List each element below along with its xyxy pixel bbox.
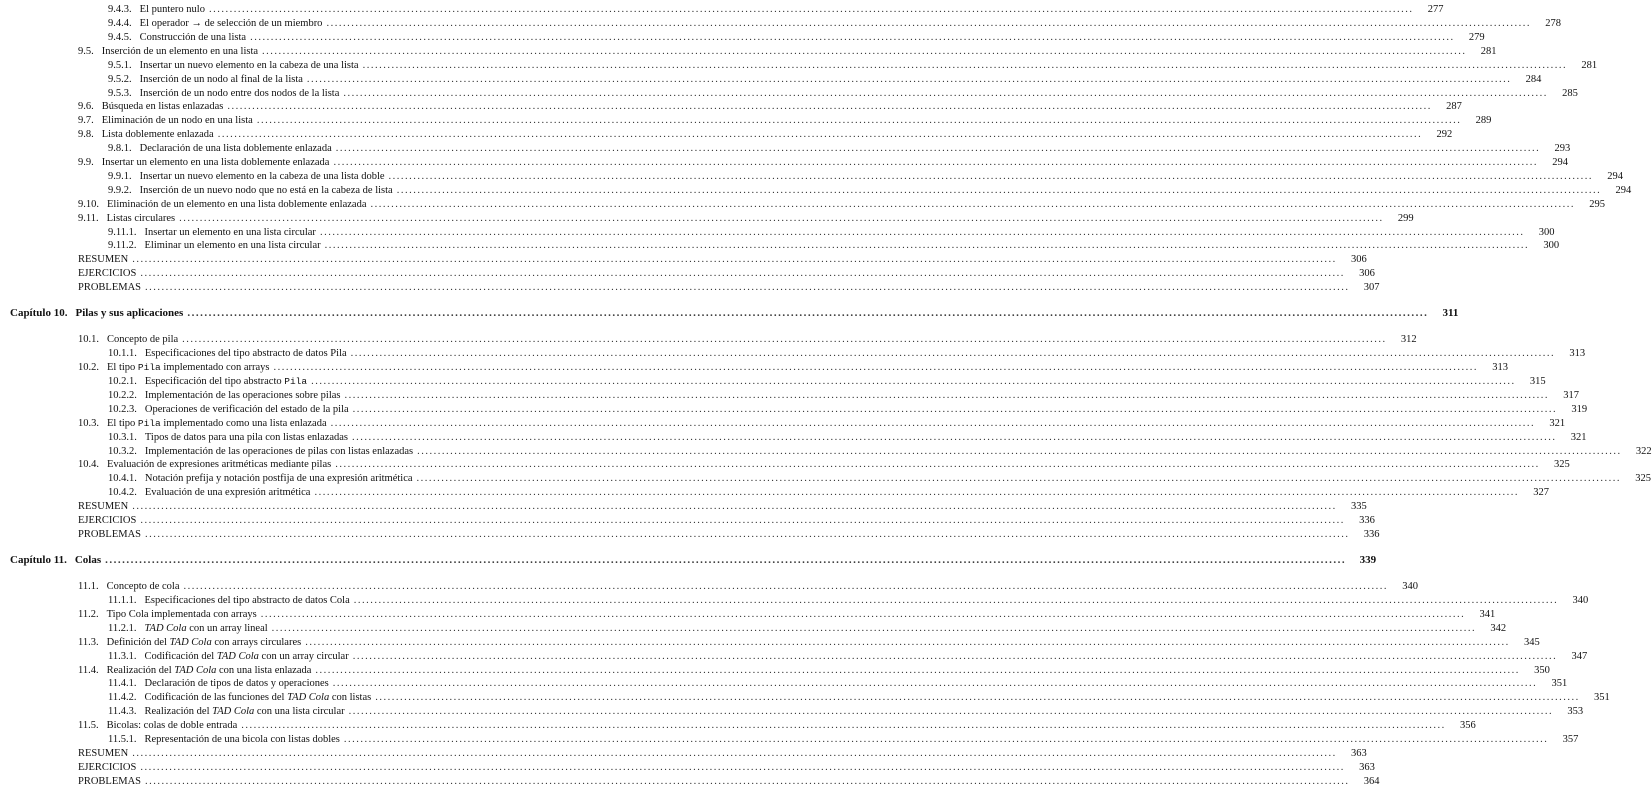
toc-entry-page: 321 [1549, 417, 1566, 429]
toc-entry-title: Inserción de un elemento en una lista [101, 45, 259, 57]
toc-entry-title: Tipos de datos para una pila con listas enlazadas [144, 431, 349, 443]
toc-entry-title: Colas [74, 553, 102, 566]
toc-entry-number: 9.7. [78, 115, 94, 127]
toc-entry-page: 335 [1350, 501, 1367, 513]
toc-entry-page: 325 [1553, 459, 1570, 471]
toc-entry-title: EJERCICIOS [78, 515, 137, 527]
toc-entry-page: 281 [1581, 59, 1598, 71]
toc-entry-page: 277 [1427, 4, 1444, 16]
toc-entry-title: Concepto de cola [106, 581, 180, 593]
toc-entry-number: 10.4. [78, 459, 99, 471]
toc-entry-number: 10.2.3. [108, 403, 137, 415]
toc-entry-number: 10.2. [78, 362, 99, 374]
toc-entry-page: 294 [1552, 157, 1568, 168]
toc-entry-number: 9.11.1. [108, 226, 137, 238]
toc-entry-number: 10.1. [78, 334, 99, 346]
toc-entry-title: Evaluación de expresiones aritméticas mediante pilas [107, 459, 332, 471]
toc-entry-page: 313 [1492, 362, 1508, 374]
toc-entry-page: 307 [1363, 282, 1380, 294]
toc-entry-page: 353 [1567, 706, 1584, 718]
toc-entry-number: 11.2. [78, 608, 99, 620]
toc-entry-page: 285 [1562, 87, 1578, 99]
toc-entry-number: 11.4.3. [108, 706, 137, 718]
toc-entry-number: 9.5.3. [108, 87, 132, 99]
toc-entry-page: 278 [1545, 17, 1561, 29]
toc-entry-title: Definición del TAD Cola con arrays circulares [106, 636, 302, 648]
toc-entry-page: 313 [1569, 348, 1586, 360]
toc-entry-title: PROBLEMAS [78, 775, 142, 787]
toc-entry-title: PROBLEMAS [78, 282, 142, 294]
toc-entry-title: El operador → de selección de un miembro [139, 17, 323, 29]
toc-entry-page: 357 [1562, 734, 1579, 746]
toc-entry-number: 11.1. [78, 581, 99, 593]
toc-entry-title: Operaciones de verificación del estado de la pila [144, 403, 349, 415]
toc-entry-page: 299 [1397, 212, 1414, 224]
dot-leader [187, 305, 1428, 322]
toc-entry-page: 279 [1468, 31, 1485, 43]
toc-entry-title: El puntero nulo [139, 4, 205, 16]
toc-entry-number: 11.1.1. [108, 595, 137, 607]
toc-entry-title: RESUMEN [78, 254, 129, 266]
toc-entry-number: 9.9.2. [108, 184, 132, 196]
toc-entry-title: Codificación del TAD Cola con un array circular [144, 650, 349, 662]
toc-entry-page: 300 [1538, 226, 1555, 238]
toc-entry-title: Codificación de las funciones del TAD Cola con listas [144, 692, 372, 704]
toc-entry-title: Evaluación de una expresión aritmética [144, 487, 311, 499]
toc-entry-title: Implementación de las operaciones de pilas con listas enlazadas [144, 445, 414, 457]
toc-entry-page: 322 [1635, 445, 1652, 457]
toc-entry-title: El tipo Pila implementado como una lista enlazada [107, 417, 327, 429]
toc-entry-title: Representación de una bicola con listas dobles [144, 734, 340, 746]
toc-entry-number: 10.4.1. [108, 473, 137, 485]
toc-entry-number: 9.8.1. [108, 143, 132, 155]
toc-entry-number: 11.4.2. [108, 692, 137, 704]
toc-entry-page: 327 [1533, 487, 1549, 499]
toc-entry-page: 356 [1460, 720, 1476, 732]
toc-entry-title: Especificaciones del tipo abstracto de datos Pila [144, 348, 347, 360]
toc-entry-title: Inserción de un nodo entre dos nodos de la lista [139, 87, 340, 99]
toc-entry-title: Construcción de una lista [139, 31, 247, 43]
toc-entry-page: 317 [1563, 389, 1580, 401]
toc-entry-page: 319 [1571, 403, 1588, 415]
toc-entry-title: Tipo Cola implementada con arrays [106, 608, 257, 620]
toc-entry-number: 11.5. [78, 720, 99, 732]
toc-entry-page: 312 [1400, 334, 1417, 346]
toc-entry-number: 10.3. [78, 417, 99, 429]
toc-entry-number: 9.11. [78, 212, 99, 224]
toc-entry [0, 773, 1380, 790]
toc-entry-number: 9.5.2. [108, 73, 132, 85]
toc-entry-page: 336 [1363, 528, 1380, 540]
toc-entry-page: 311 [1442, 307, 1459, 320]
toc-entry-page: 339 [1359, 553, 1377, 566]
toc-entry-number: 10.3.1. [108, 431, 137, 443]
toc-entry-number: 9.9.1. [108, 170, 132, 182]
toc-entry-title: Insertar un elemento en una lista circular [144, 226, 316, 238]
toc-entry-number: 10.4.2. [108, 487, 137, 499]
toc-entry-page: 351 [1593, 692, 1610, 704]
toc-entry-title: Notación prefija y notación postfija de una expresión aritmética [144, 473, 413, 485]
toc-entry-page: 340 [1402, 581, 1419, 593]
toc-entry-number: 10.3.2. [108, 445, 137, 457]
toc-entry-number: 9.4.3. [108, 4, 132, 16]
toc-entry-page: 341 [1479, 608, 1496, 620]
toc-entry-number: 9.5. [78, 45, 94, 57]
toc-entry-title: Eliminar un elemento en una lista circular [144, 240, 321, 252]
dot-leader [145, 526, 1350, 543]
toc-entry-page: 315 [1529, 376, 1546, 388]
toc-entry-page: 325 [1635, 473, 1652, 485]
toc-entry-title: El tipo Pila implementado con arrays [107, 362, 270, 374]
toc-entry-title: Inserción de un nuevo nodo que no está en la cabeza de lista [139, 184, 393, 196]
toc-entry-title: Inserción de un nodo al final de la lista [139, 73, 303, 85]
toc-entry-number: 9.9. [78, 157, 94, 168]
toc-entry-page: 281 [1480, 45, 1497, 57]
toc-entry-title: Declaración de tipos de datos y operaciones [144, 678, 329, 690]
toc-entry-title: Implementación de las operaciones sobre pilas [144, 389, 341, 401]
toc-entry-number: 11.3.1. [108, 650, 137, 662]
toc-entry-number: 10.2.1. [108, 376, 137, 388]
toc-entry-page: 295 [1589, 198, 1605, 210]
toc-entry-page: 300 [1543, 240, 1560, 252]
toc-entry-title: Especificaciones del tipo abstracto de datos Cola [144, 595, 350, 607]
toc-entry-title: Búsqueda en listas enlazadas [101, 101, 224, 113]
toc-entry-number: 11.3. [78, 636, 99, 648]
toc-entry-page: 347 [1571, 650, 1588, 662]
toc-entry-title: Realización del TAD Cola con una lista circular [144, 706, 345, 718]
chapter-heading [0, 552, 1377, 569]
toc-entry-number: 9.4.5. [108, 31, 132, 43]
toc-entry-title: Insertar un nuevo elemento en la cabeza de una lista [139, 59, 359, 71]
toc-entry-title: Realización del TAD Cola con una lista enlazada [106, 664, 312, 676]
toc-entry-title: Especificación del tipo abstracto Pila [144, 376, 308, 388]
toc-entry-number: 9.6. [78, 101, 94, 113]
toc-entry-page: 340 [1572, 595, 1589, 607]
toc-entry-page: 287 [1446, 101, 1462, 113]
toc-entry-page: 336 [1359, 515, 1375, 527]
dot-leader [145, 773, 1350, 790]
toc-entry-title: RESUMEN [78, 501, 129, 513]
toc-entry-page: 289 [1475, 115, 1492, 127]
toc-entry-number: 9.4.4. [108, 17, 132, 29]
toc-entry-number: Capítulo 11. [10, 553, 67, 566]
toc-entry-page: 294 [1615, 184, 1632, 196]
dot-leader [105, 552, 1346, 569]
toc-entry-title: Eliminación de un elemento en una lista doblemente enlazada [107, 198, 367, 210]
toc-entry-page: 350 [1534, 664, 1550, 676]
toc-entry-number: 9.10. [78, 198, 99, 210]
toc-entry-title: PROBLEMAS [78, 528, 142, 540]
toc-entry-number: 11.2.1. [108, 622, 137, 634]
toc-entry-title: RESUMEN [78, 747, 129, 759]
toc-entry-title: Pilas y sus aplicaciones [75, 307, 184, 320]
toc-entry-number: 9.11.2. [108, 240, 137, 252]
toc-entry-page: 345 [1523, 636, 1540, 648]
dot-leader [145, 279, 1350, 296]
toc-entry-page: 342 [1490, 622, 1507, 634]
toc-entry-title: Bicolas: colas de doble entrada [106, 720, 238, 732]
toc-entry-page: 321 [1570, 431, 1587, 443]
toc-entry-page: 363 [1350, 747, 1367, 759]
toc-entry-page: 306 [1359, 268, 1375, 280]
toc-entry-title: Listas circulares [106, 212, 176, 224]
toc-entry-page: 294 [1607, 170, 1624, 182]
toc-entry-title: Insertar un nuevo elemento en la cabeza de una lista doble [139, 170, 385, 182]
chapter-heading [0, 305, 1459, 322]
toc-entry-page: 351 [1551, 678, 1568, 690]
toc-entry-title: Declaración de una lista doblemente enlazada [139, 143, 332, 155]
toc-entry-title: TAD Cola con un array lineal [144, 622, 268, 634]
toc-entry-number: 11.4. [78, 664, 99, 676]
toc-entry-title: Eliminación de un nodo en una lista [101, 115, 253, 127]
toc-entry-number: 11.4.1. [108, 678, 137, 690]
toc-entry-number: Capítulo 10. [10, 307, 68, 320]
toc-entry-page: 284 [1525, 73, 1542, 85]
toc-entry-title: Insertar un elemento en una lista doblemente enlazada [101, 157, 330, 168]
toc-entry-number: 9.5.1. [108, 59, 132, 71]
toc-entry-title: Lista doblemente enlazada [101, 129, 214, 141]
toc-entry-number: 10.2.2. [108, 389, 137, 401]
toc-entry-title: EJERCICIOS [78, 268, 137, 280]
toc-entry-title: EJERCICIOS [78, 761, 137, 773]
toc-entry-number: 11.5.1. [108, 734, 137, 746]
toc-entry-page: 292 [1436, 129, 1453, 141]
toc-entry-page: 363 [1359, 761, 1375, 773]
toc-entry [0, 279, 1380, 296]
toc-entry-page: 293 [1554, 143, 1571, 155]
toc-entry-page: 364 [1363, 775, 1380, 787]
toc-entry [0, 526, 1380, 543]
toc-entry-page: 306 [1350, 254, 1367, 266]
toc-entry-title: Concepto de pila [107, 334, 179, 346]
toc-entry-number: 10.1.1. [108, 348, 137, 360]
toc-entry-number: 9.8. [78, 129, 94, 141]
